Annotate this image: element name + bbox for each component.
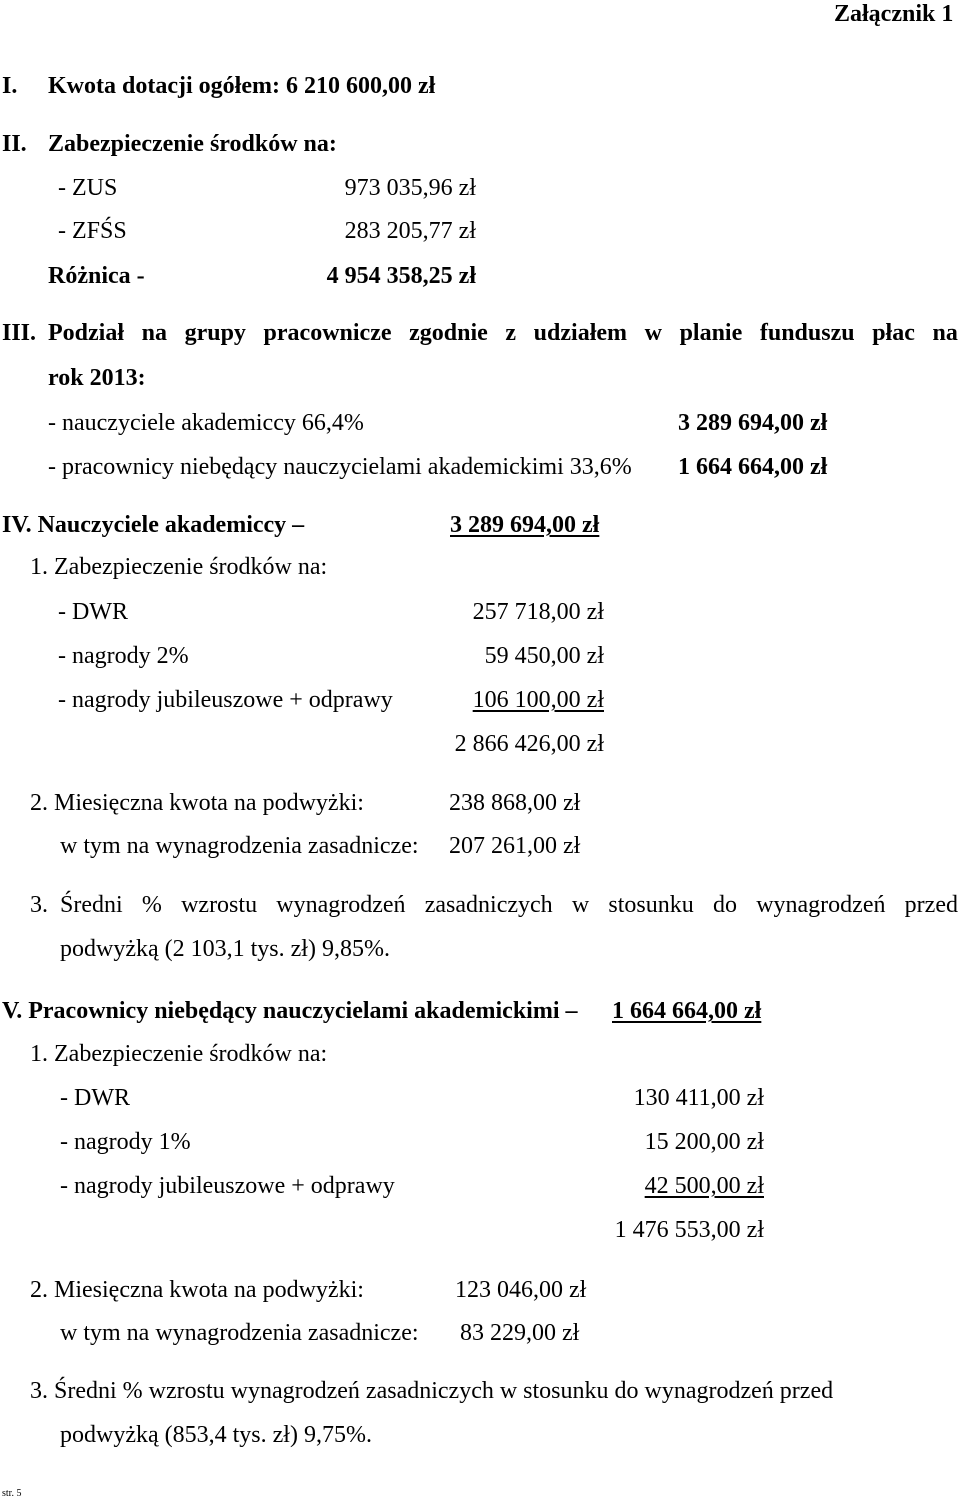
word: do (712, 892, 737, 918)
iv-base-amount: 207 261,00 zł (449, 833, 581, 859)
v-p3-line2: podwyżką (853,4 tys. zł) 9,75%. (60, 1422, 372, 1448)
section-i-text: Kwota dotacji ogółem: 6 210 600,00 zł (48, 73, 436, 99)
section-iii-title-line (48, 319, 958, 347)
word: Podział (48, 320, 124, 346)
iv-remaining-amount: 2 866 426,00 zł (454, 731, 604, 757)
zus-label: - ZUS (58, 175, 118, 201)
v-remaining-amount: 1 476 553,00 zł (614, 1217, 764, 1243)
v-jubilee-amount: 42 500,00 zł (644, 1173, 764, 1199)
zfss-label: - ZFŚS (58, 218, 127, 244)
section-ii-number: II. (2, 131, 27, 157)
v-base-amount: 83 229,00 zł (460, 1320, 580, 1346)
page-number: str. 5 (2, 1488, 22, 1499)
section-ii-title: Zabezpieczenie środków na: (48, 131, 337, 157)
section-v-p1-title: 1. Zabezpieczenie środków na: (30, 1041, 328, 1067)
group-nonacademic-amount: 1 664 664,00 zł (678, 454, 828, 480)
word: w (644, 320, 662, 346)
word: na (141, 320, 167, 346)
word: stosunku (608, 892, 694, 918)
section-v-total: 1 664 664,00 zł (612, 998, 762, 1024)
group-nonacademic-label: - pracownicy niebędący nauczycielami akademickimi 33,6% (48, 454, 632, 480)
word: pracownicze (263, 320, 392, 346)
iv-base-label: w tym na wynagrodzenia zasadnicze: (60, 833, 419, 859)
word: w (571, 892, 590, 918)
iv-bonus-label: - nagrody 2% (58, 643, 189, 669)
iv-dwr-amount: 257 718,00 zł (472, 599, 604, 625)
v-dwr-amount: 130 411,00 zł (633, 1085, 764, 1111)
word: płac (872, 320, 915, 346)
v-dwr-label: - DWR (60, 1085, 130, 1111)
v-p3-line1: 3. Średni % wzrostu wynagrodzeń zasadniczych w stosunku do wynagrodzeń przed (30, 1378, 834, 1404)
section-v-title: V. Pracownicy niebędący nauczycielami akademickimi – (2, 998, 578, 1024)
difference-label: Różnica - (48, 263, 145, 289)
difference-amount: 4 954 358,25 zł (326, 263, 476, 289)
v-bonus-amount: 15 200,00 zł (644, 1129, 764, 1155)
group-academic-label: - nauczyciele akademiccy 66,4% (48, 410, 364, 436)
iv-raise-amount: 238 868,00 zł (449, 790, 581, 816)
section-iii-title-line2: rok 2013: (48, 365, 146, 391)
zfss-amount: 283 205,77 zł (344, 218, 476, 244)
iv-dwr-label: - DWR (58, 599, 128, 625)
v-bonus-label: - nagrody 1% (60, 1129, 191, 1155)
iv-p3-line2: podwyżką (2 103,1 tys. zł) 9,85%. (60, 936, 390, 962)
word: udziałem (533, 320, 627, 346)
v-base-label: w tym na wynagrodzenia zasadnicze: (60, 1320, 419, 1346)
word: z (505, 320, 517, 346)
section-iv-title: IV. Nauczyciele akademiccy – (2, 512, 305, 538)
word: grupy (184, 320, 246, 346)
iv-bonus-amount: 59 450,00 zł (484, 643, 604, 669)
v-raise-amount: 123 046,00 zł (455, 1277, 587, 1303)
v-raise-label: 2. Miesięczna kwota na podwyżki: (30, 1277, 364, 1303)
section-iv-p1-title: 1. Zabezpieczenie środków na: (30, 554, 328, 580)
iv-p3-number: 3. (30, 892, 48, 918)
section-iv-total: 3 289 694,00 zł (450, 512, 600, 538)
iv-jubilee-amount: 106 100,00 zł (472, 687, 604, 713)
word: % (141, 892, 162, 918)
iv-raise-label: 2. Miesięczna kwota na podwyżki: (30, 790, 364, 816)
section-i-number: I. (2, 73, 18, 99)
iv-p3-line1 (60, 891, 958, 919)
v-jubilee-label: - nagrody jubileuszowe + odprawy (60, 1173, 395, 1199)
iv-jubilee-label: - nagrody jubileuszowe + odprawy (58, 687, 393, 713)
word: wynagrodzeń (276, 892, 406, 918)
word: przed (904, 892, 958, 918)
word: wzrostu (181, 892, 258, 918)
word: Średni (60, 892, 123, 918)
group-academic-amount: 3 289 694,00 zł (678, 410, 828, 436)
word: funduszu (759, 320, 855, 346)
word: zgodnie (409, 320, 488, 346)
word: wynagrodzeń (756, 892, 886, 918)
annex-label: Załącznik 1 (834, 1, 954, 27)
word: planie (679, 320, 743, 346)
section-iii-number: III. (2, 320, 37, 346)
word: zasadniczych (424, 892, 553, 918)
word: na (932, 320, 958, 346)
zus-amount: 973 035,96 zł (344, 175, 476, 201)
